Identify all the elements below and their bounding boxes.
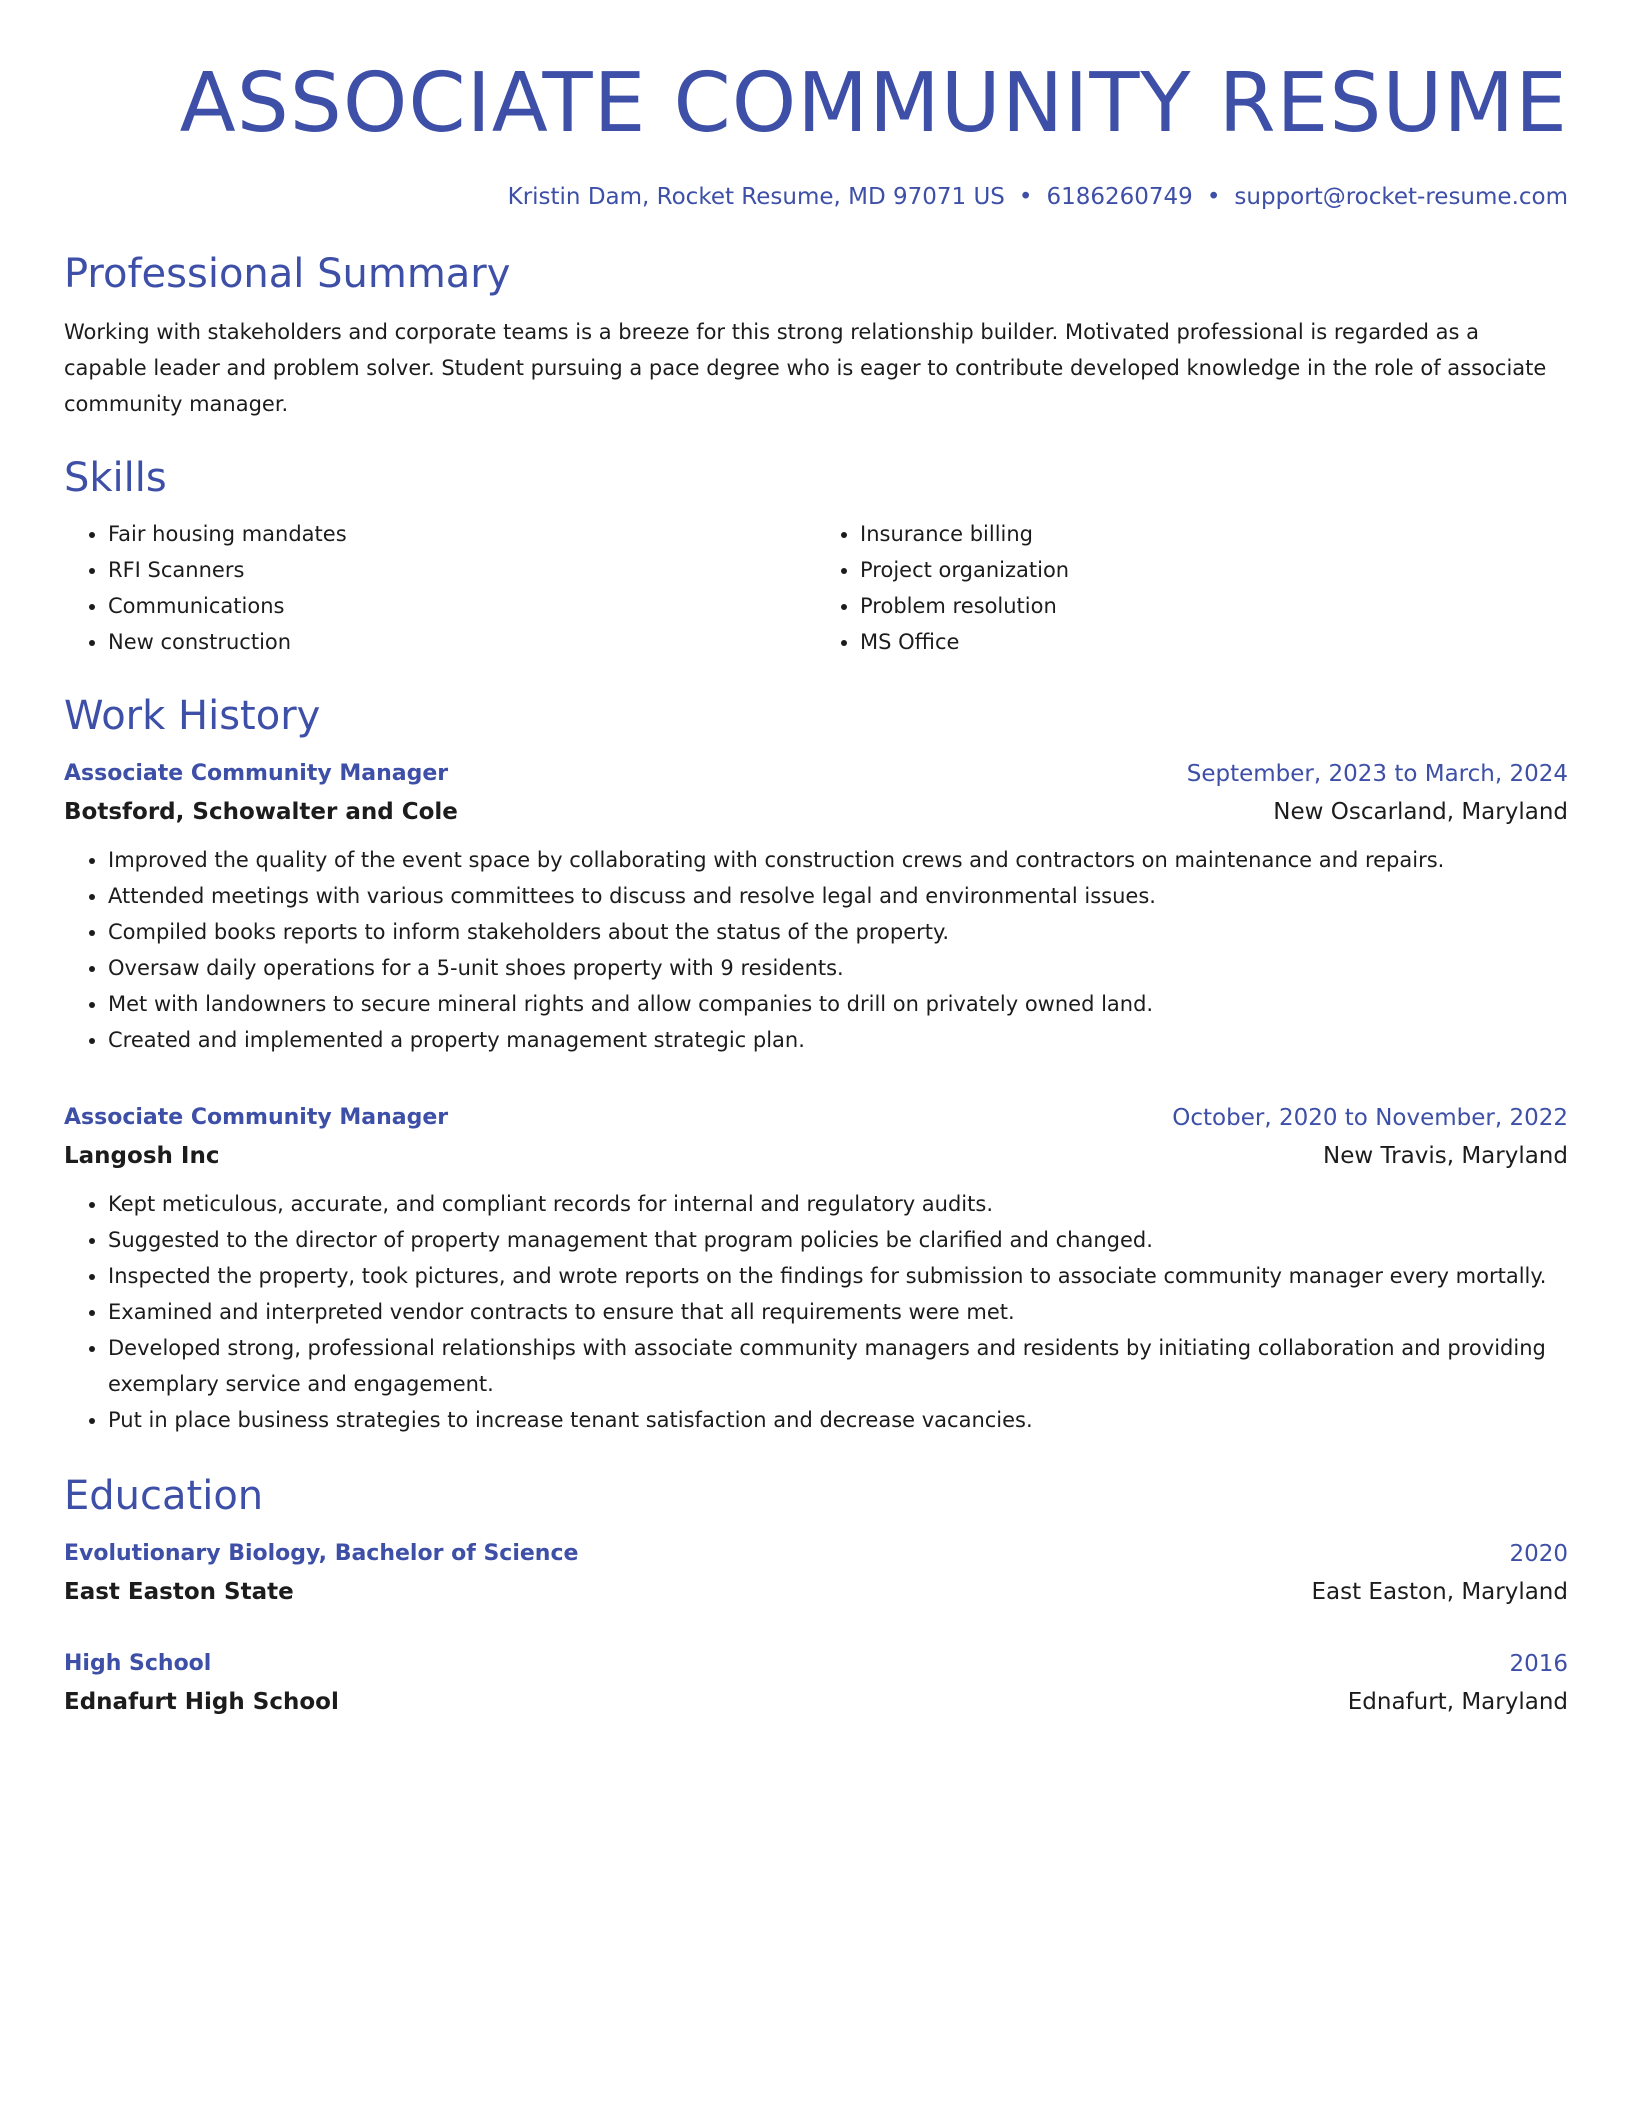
education-degree-row (64, 1536, 1568, 1572)
job-company: Langosh Inc (64, 1143, 220, 1169)
job-title: Associate Community Manager (64, 1105, 449, 1130)
education-school: Ednafurt High School (64, 1689, 339, 1715)
education-heading: Education (64, 1473, 264, 1519)
job-company-row (64, 794, 1568, 830)
job-bullets (64, 1186, 1568, 1438)
skill-item: • MS Office (860, 624, 1568, 660)
contact-separator: • (1206, 184, 1221, 210)
job-bullets (64, 842, 1568, 1058)
job-bullet: • Oversaw daily operations for a 5-unit shoes property with 9 residents. (108, 950, 1568, 986)
job-title: Associate Community Manager (64, 761, 449, 786)
job-company-row (64, 1138, 1568, 1174)
skill-item: • New construction (108, 624, 816, 660)
job-bullet: • Kept meticulous, accurate, and compliant records for internal and regulatory audits. (108, 1186, 1568, 1222)
education-year: 2020 (1509, 1541, 1568, 1567)
job-title-row (64, 756, 1568, 792)
skill-item: • Insurance billing (860, 516, 1568, 552)
skill-item: • RFI Scanners (108, 552, 816, 588)
job-bullet: • Compiled books reports to inform stakeholders about the status of the property. (108, 914, 1568, 950)
education-degree-row (64, 1646, 1568, 1682)
job-bullet: • Suggested to the director of property management that program policies be clarified and changed. (108, 1222, 1568, 1258)
contact-email: support@rocket-resume.com (1234, 184, 1568, 210)
education-school-row (64, 1574, 1568, 1610)
summary-section (64, 248, 1568, 422)
skills-section (64, 452, 1568, 660)
job-dates: September, 2023 to March, 2024 (1186, 761, 1568, 787)
job-company: Botsford, Schowalter and Cole (64, 799, 458, 825)
education-year: 2016 (1509, 1651, 1568, 1677)
job-bullet: • Inspected the property, took pictures, and wrote reports on the findings for submission to associate community manager every mortally. (108, 1258, 1568, 1294)
skill-item: • Project organization (860, 552, 1568, 588)
job-bullet: • Put in place business strategies to increase tenant satisfaction and decrease vacancies. (108, 1402, 1568, 1438)
education-degree: Evolutionary Biology, Bachelor of Science (64, 1541, 579, 1566)
skill-item: • Fair housing mandates (108, 516, 816, 552)
resume-title: ASSOCIATE COMMUNITY RESUME (179, 56, 1568, 151)
contact-address: Kristin Dam, Rocket Resume, MD 97071 US (507, 184, 1005, 210)
job-bullet: • Met with landowners to secure mineral rights and allow companies to drill on privately owned land. (108, 986, 1568, 1022)
skills-heading: Skills (64, 455, 167, 501)
education-location: East Easton, Maryland (1311, 1579, 1568, 1605)
job-bullet: • Improved the quality of the event space by collaborating with construction crews and contractors on maintenance and repairs. (108, 842, 1568, 878)
contact-line (64, 180, 1568, 214)
education-entry (64, 1536, 1568, 1610)
job-dates: October, 2020 to November, 2022 (1172, 1105, 1568, 1131)
education-location: Ednafurt, Maryland (1347, 1689, 1568, 1715)
education-school-row (64, 1684, 1568, 1720)
job-bullet: • Attended meetings with various committees to discuss and resolve legal and environmental issues. (108, 878, 1568, 914)
summary-heading: Professional Summary (64, 251, 511, 297)
work-history-heading: Work History (64, 693, 321, 739)
resume-header (64, 52, 1568, 214)
contact-phone: 6186260749 (1046, 184, 1193, 210)
job-bullet: • Examined and interpreted vendor contracts to ensure that all requirements were met. (108, 1294, 1568, 1330)
education-school: East Easton State (64, 1579, 294, 1605)
summary-text: Working with stakeholders and corporate teams is a breeze for this strong relationship builder. Motivated professional is regarded as a capable leader and problem solver. Student pursuing a pace degree who is eager to contribute developed knowledge in the role of associate community manager. (64, 320, 1547, 416)
job-entry (64, 1100, 1568, 1438)
contact-separator: • (1018, 184, 1033, 210)
skills-column-left (64, 516, 816, 660)
skill-item: • Communications (108, 588, 816, 624)
job-bullet: • Created and implemented a property management strategic plan. (108, 1022, 1568, 1058)
skills-column-right (816, 516, 1568, 660)
job-location: New Travis, Maryland (1323, 1143, 1568, 1169)
job-entry (64, 756, 1568, 1058)
skills-list (64, 516, 1568, 660)
skill-item: • Problem resolution (860, 588, 1568, 624)
job-location: New Oscarland, Maryland (1273, 799, 1568, 825)
work-history-section (64, 690, 1568, 1438)
education-section (64, 1470, 1568, 1720)
education-degree: High School (64, 1651, 212, 1676)
education-entry (64, 1646, 1568, 1720)
job-title-row (64, 1100, 1568, 1136)
job-bullet: • Developed strong, professional relationships with associate community managers and residents by initiating collaboration and providing exemplary service and engagement. (108, 1330, 1568, 1402)
